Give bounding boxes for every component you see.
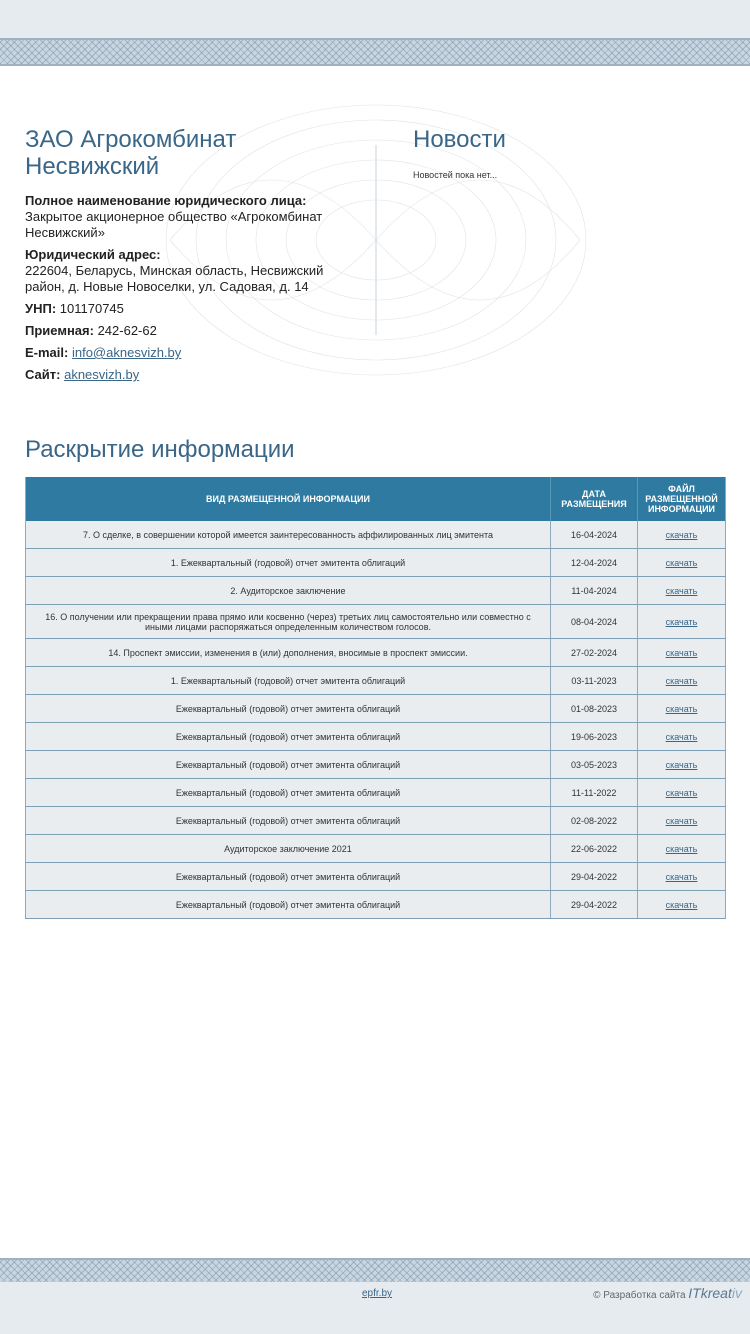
company-title: ЗАО Агрокомбинат Несвижский [25, 126, 237, 180]
cell-file [638, 779, 726, 807]
download-link[interactable]: скачать [665, 787, 698, 798]
cell-file [638, 723, 726, 751]
table-row [26, 835, 726, 863]
cell-info-type: Ежеквартальный (годовой) отчет эмитента облигаций [26, 695, 551, 723]
cell-date: 29-04-2022 [551, 891, 638, 919]
cell-file [638, 695, 726, 723]
download-link[interactable]: скачать [665, 815, 698, 826]
cell-date: 12-04-2024 [551, 549, 638, 577]
cell-date: 01-08-2023 [551, 695, 638, 723]
unp-value: 101170745 [59, 301, 124, 316]
download-link[interactable]: скачать [665, 703, 698, 714]
table-row [26, 639, 726, 667]
table-row [26, 695, 726, 723]
cell-file [638, 639, 726, 667]
cell-info-type: Ежеквартальный (годовой) отчет эмитента облигаций [26, 863, 551, 891]
table-row [26, 667, 726, 695]
header-date: ДАТА РАЗМЕЩЕНИЯ [551, 477, 638, 521]
email-label: E-mail: [25, 345, 69, 360]
cell-file [638, 891, 726, 919]
cell-file [638, 751, 726, 779]
full-name-row [25, 193, 335, 241]
cell-info-type: 1. Ежеквартальный (годовой) отчет эмитента облигаций [26, 667, 551, 695]
cell-date: 16-04-2024 [551, 521, 638, 549]
site-link[interactable]: aknesvizh.by [64, 367, 140, 382]
cell-date: 27-02-2024 [551, 639, 638, 667]
cell-date: 19-06-2023 [551, 723, 638, 751]
news-empty-text: Новостей пока нет... [413, 170, 498, 180]
cell-file [638, 605, 726, 639]
download-link[interactable]: скачать [665, 759, 698, 770]
table-row [26, 723, 726, 751]
download-link[interactable]: скачать [665, 647, 698, 658]
address-label: Юридический адрес: [25, 247, 161, 262]
footer-dev-text: © Разработка сайта [593, 1290, 686, 1301]
footer-developer [593, 1285, 742, 1301]
cell-date: 29-04-2022 [551, 863, 638, 891]
table-row [26, 779, 726, 807]
cell-info-type: Ежеквартальный (годовой) отчет эмитента облигаций [26, 807, 551, 835]
download-link[interactable]: скачать [665, 585, 698, 596]
cell-file [638, 807, 726, 835]
footer-epfr-link[interactable]: epfr.by [362, 1288, 393, 1299]
table-row [26, 751, 726, 779]
download-link[interactable]: скачать [665, 675, 698, 686]
download-link[interactable]: скачать [665, 529, 698, 540]
reception-label: Приемная: [25, 323, 94, 338]
address-row [25, 247, 335, 295]
table-row [26, 577, 726, 605]
cell-info-type: Ежеквартальный (годовой) отчет эмитента облигаций [26, 751, 551, 779]
cell-info-type: 16. О получении или прекращении права прямо или косвенно (через) третьих лиц самостоятельно или совместно с иными лицами распоряжаться определенным количеством голосов. [26, 605, 551, 639]
full-name-value: Закрытое акционерное общество «Агрокомбинат Несвижский» [25, 209, 323, 240]
table-row [26, 605, 726, 639]
disclosure-title: Раскрытие информации [25, 436, 295, 463]
developer-logo[interactable] [688, 1285, 742, 1301]
cell-date: 03-05-2023 [551, 751, 638, 779]
address-value: 222604, Беларусь, Минская область, Несвижский район, д. Новые Новоселки, ул. Садовая, д. 14 [25, 263, 324, 294]
full-name-label: Полное наименование юридического лица: [25, 193, 307, 208]
cell-date: 02-08-2022 [551, 807, 638, 835]
cell-date: 03-11-2023 [551, 667, 638, 695]
disclosure-table-wrap [25, 477, 725, 919]
cell-date: 11-04-2024 [551, 577, 638, 605]
logo-suffix: iv [731, 1285, 742, 1301]
unp-label: УНП: [25, 301, 57, 316]
site-label: Сайт: [25, 367, 61, 382]
cell-date: 11-11-2022 [551, 779, 638, 807]
table-row [26, 521, 726, 549]
cell-date: 22-06-2022 [551, 835, 638, 863]
download-link[interactable]: скачать [665, 557, 698, 568]
table-row [26, 807, 726, 835]
top-ornament-border [0, 38, 750, 66]
cell-file [638, 521, 726, 549]
download-link[interactable]: скачать [665, 731, 698, 742]
header-file: ФАЙЛ РАЗМЕЩЕННОЙ ИНФОРМАЦИИ [638, 477, 726, 521]
table-row [26, 863, 726, 891]
news-title: Новости [413, 126, 506, 153]
table-row [26, 891, 726, 919]
reception-value: 242-62-62 [97, 323, 157, 338]
email-row [25, 345, 335, 361]
download-link[interactable]: скачать [665, 616, 698, 627]
header-info-type: ВИД РАЗМЕЩЕННОЙ ИНФОРМАЦИИ [26, 477, 551, 521]
reception-row [25, 323, 335, 339]
cell-info-type: Ежеквартальный (годовой) отчет эмитента облигаций [26, 779, 551, 807]
download-link[interactable]: скачать [665, 871, 698, 882]
table-body [26, 521, 726, 919]
cell-file [638, 577, 726, 605]
cell-date: 08-04-2024 [551, 605, 638, 639]
disclosure-table [25, 477, 726, 919]
table-row [26, 549, 726, 577]
logo-main: ITkreat [688, 1285, 732, 1301]
download-link[interactable]: скачать [665, 843, 698, 854]
cell-info-type: Аудиторское заключение 2021 [26, 835, 551, 863]
email-link[interactable]: info@aknesvizh.by [71, 345, 182, 360]
cell-info-type: Ежеквартальный (годовой) отчет эмитента облигаций [26, 723, 551, 751]
cell-info-type: Ежеквартальный (годовой) отчет эмитента облигаций [26, 891, 551, 919]
table-header-row [26, 477, 726, 521]
cell-file [638, 667, 726, 695]
cell-info-type: 7. О сделке, в совершении которой имеется заинтересованность аффилированных лиц эмитента [26, 521, 551, 549]
cell-info-type: 2. Аудиторское заключение [26, 577, 551, 605]
company-details [25, 193, 335, 389]
unp-row [25, 301, 335, 317]
top-band [0, 0, 750, 38]
download-link[interactable]: скачать [665, 899, 698, 910]
cell-info-type: 1. Ежеквартальный (годовой) отчет эмитента облигаций [26, 549, 551, 577]
cell-file [638, 835, 726, 863]
site-row [25, 367, 335, 383]
cell-file [638, 549, 726, 577]
cell-info-type: 14. Проспект эмиссии, изменения в (или) дополнения, вносимые в проспект эмиссии. [26, 639, 551, 667]
cell-file [638, 863, 726, 891]
